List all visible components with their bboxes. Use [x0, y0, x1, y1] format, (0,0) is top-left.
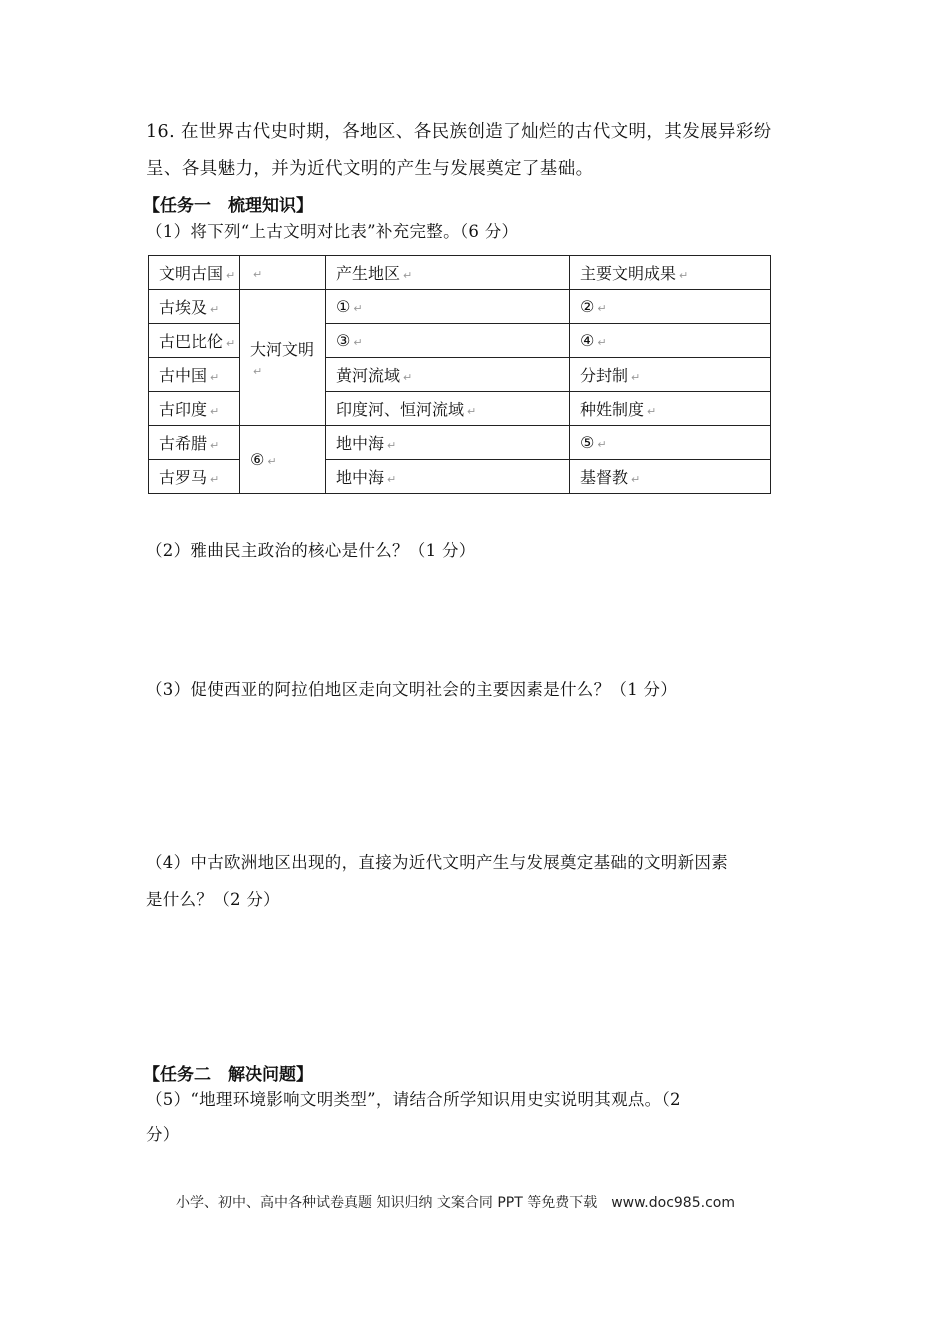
header-country: 文明古国 ↵ — [149, 256, 240, 290]
sub-question-3: （3）促使西亚的阿拉伯地区走向文明社会的主要因素是什么？（1 分） — [146, 680, 678, 699]
achievement-cell: 分封制 ↵ — [570, 358, 771, 392]
country-cell: 古罗马 ↵ — [149, 460, 240, 494]
sub-question-2: （2）雅曲民主政治的核心是什么？（1 分） — [146, 541, 476, 560]
header-achievement: 主要文明成果 ↵ — [570, 256, 771, 290]
sub-question-4-line1: （4）中古欧洲地区出现的，直接为近代文明产生与发展奠定基础的文明新因素 — [146, 853, 728, 872]
group-cell-blank-6: ⑥ ↵ — [240, 426, 326, 494]
sub-question-5-line1: （5）“地理环境影响文明类型”，请结合所学知识用史实说明其观点。（2 — [146, 1090, 681, 1109]
region-cell: 黄河流域 ↵ — [326, 358, 570, 392]
sub-question-5-line2: 分） — [146, 1125, 180, 1144]
country-cell: 古希腊 ↵ — [149, 426, 240, 460]
task1-title: 【任务一 梳理知识】 — [143, 196, 313, 216]
country-cell: 古巴比伦 ↵ — [149, 324, 240, 358]
country-cell: 古埃及 ↵ — [149, 290, 240, 324]
sub-question-1: （1）将下列“上古文明对比表”补充完整。（6 分） — [146, 222, 519, 241]
achievement-cell: 种姓制度 ↵ — [570, 392, 771, 426]
group-cell-river-civilization: 大河文明↵ — [240, 290, 326, 426]
achievement-cell: 基督教 ↵ — [570, 460, 771, 494]
page-footer: 小学、初中、高中各种试卷真题 知识归纳 文案合同 PPT 等免费下载 www.doc985.com — [176, 1195, 735, 1211]
task2-title: 【任务二 解决问题】 — [143, 1065, 313, 1085]
header-category: ↵ — [240, 256, 326, 290]
country-cell: 古印度 ↵ — [149, 392, 240, 426]
country-cell: 古中国 ↵ — [149, 358, 240, 392]
region-cell: 印度河、恒河流域 ↵ — [326, 392, 570, 426]
achievement-cell: ⑤ ↵ — [570, 426, 771, 460]
region-cell: ① ↵ — [326, 290, 570, 324]
header-region: 产生地区 ↵ — [326, 256, 570, 290]
question-stem-line1: 16. 在世界古代史时期，各地区、各民族创造了灿烂的古代文明，其发展异彩纷 — [146, 122, 772, 142]
achievement-cell: ④ ↵ — [570, 324, 771, 358]
table-row — [149, 290, 771, 324]
region-cell: 地中海 ↵ — [326, 460, 570, 494]
table-row — [149, 426, 771, 460]
question-stem-line2: 呈、各具魅力，并为近代文明的产生与发展奠定了基础。 — [146, 159, 594, 179]
table-header-row — [149, 256, 771, 290]
region-cell: 地中海 ↵ — [326, 426, 570, 460]
region-cell: ③ ↵ — [326, 324, 570, 358]
achievement-cell: ② ↵ — [570, 290, 771, 324]
civilization-comparison-table — [148, 255, 771, 494]
sub-question-4-line2: 是什么？（2 分） — [146, 890, 280, 909]
